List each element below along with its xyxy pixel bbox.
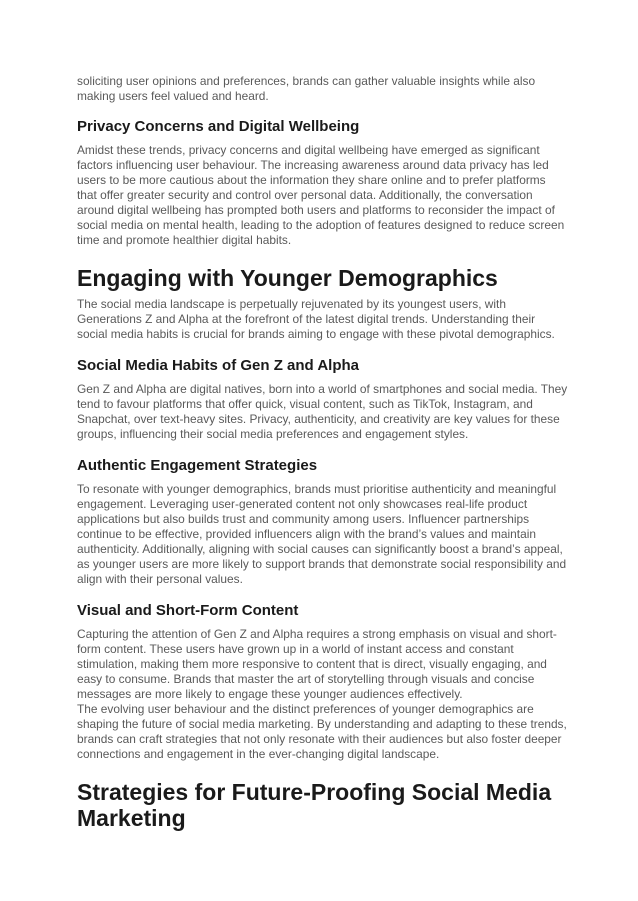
intro-paragraph: soliciting user opinions and preferences, brands can gather valuable insights while also making users feel valued and heard. [77, 74, 536, 103]
habits-heading: Social Media Habits of Gen Z and Alpha [77, 357, 359, 374]
privacy-heading: Privacy Concerns and Digital Wellbeing [77, 118, 360, 135]
visual-paragraph-2: The evolving user behaviour and the distinct preferences of younger demographics are shaping the future of social media marketing. By understanding and adapting to these trends, brands can craft strategies that not only resonate with their audiences but also foster deeper connections and engagement in the ever-changing digital landscape. [77, 702, 567, 761]
authentic-paragraph: To resonate with younger demographics, brands must prioritise authenticity and meaningful engagement. Leveraging user-generated content not only showcases real-life product applications but also builds trust and community among users. Influencer partnerships continue to be effective, provided influencers align with the brand’s values and maintain authenticity. Additionally, aligning with social causes can significantly boost a brand’s appeal, as younger users are more likely to support brands that demonstrate social responsibility and align with their personal values. [77, 482, 567, 586]
visual-paragraph-1: Capturing the attention of Gen Z and Alpha requires a strong emphasis on visual and short-form content. These users have grown up in a world of instant access and constant stimulation, making them more responsive to content that is direct, visually engaging, and easy to consume. Brands that master the art of storytelling through visuals and concise messages are more likely to engage these younger audiences effectively. [77, 627, 557, 701]
habits-paragraph: Gen Z and Alpha are digital natives, born into a world of smartphones and social media. They tend to favour platforms that offer quick, visual content, such as TikTok, Instagram, and Snapchat, over text-heavy sites. Privacy, authenticity, and creativity are key values for these groups, influencing their social media preferences and engagement styles. [77, 382, 568, 441]
visual-heading: Visual and Short-Form Content [77, 602, 299, 619]
engaging-paragraph: The social media landscape is perpetually rejuvenated by its youngest users, with Generations Z and Alpha at the forefront of the latest digital trends. Understanding their social media habits is crucial for brands aiming to engage with these pivotal demographics. [77, 297, 555, 341]
engaging-heading: Engaging with Younger Demographics [77, 265, 498, 291]
privacy-paragraph: Amidst these trends, privacy concerns and digital wellbeing have emerged as significant factors influencing user behaviour. The increasing awareness around data privacy has led users to be more cautious about the information they share online and to prefer platforms that offer greater security and control over personal data. Additionally, the conversation around digital wellbeing has prompted both users and platforms to reconsider the impact of social media on mental health, leading to the adoption of features designed to reduce screen time and promote healthier digital habits. [77, 143, 565, 247]
strategies-heading: Strategies for Future-Proofing Social Media Marketing [77, 779, 552, 831]
authentic-heading: Authentic Engagement Strategies [77, 457, 318, 474]
